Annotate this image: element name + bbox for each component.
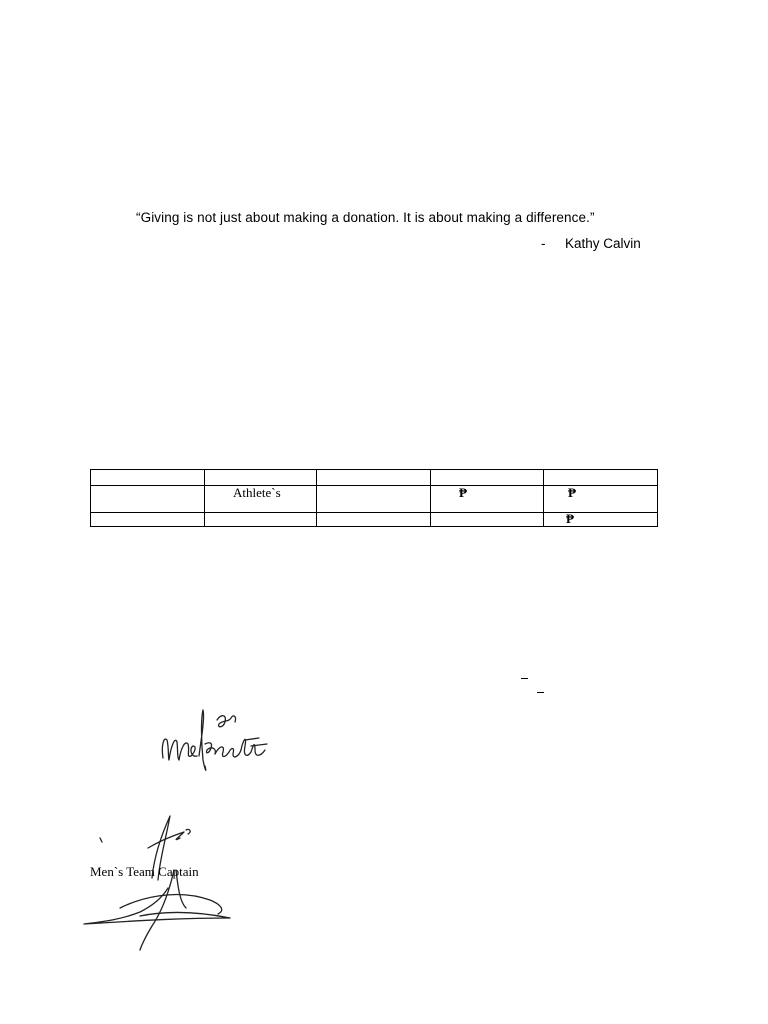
- blank-underline: [521, 678, 528, 679]
- table-cell: [317, 513, 431, 527]
- signature-image: [155, 700, 275, 780]
- signature-caption: Men`s Team Captain: [90, 864, 199, 879]
- table-cell: [91, 470, 205, 486]
- table-cell: [544, 470, 658, 486]
- peso-sign: ₱: [566, 511, 574, 526]
- donation-table: [90, 469, 658, 527]
- peso-sign: ₱: [459, 485, 467, 500]
- table-cell: [431, 470, 544, 486]
- table-cell: [431, 486, 544, 513]
- table-cell: [91, 486, 205, 513]
- quote-attribution: [541, 236, 641, 251]
- table-row: [91, 513, 658, 527]
- athletes-label: Athlete`s: [233, 485, 281, 500]
- attribution-dash: -: [541, 236, 546, 251]
- table-cell: [431, 513, 544, 527]
- blank-underline: [537, 692, 544, 693]
- table-cell: [205, 470, 317, 486]
- quote-text: “Giving is not just about making a donation. It is about making a difference.”: [136, 210, 595, 225]
- table-cell: [544, 513, 658, 527]
- signature-image: [80, 808, 240, 953]
- peso-sign: ₱: [568, 485, 576, 500]
- table-cell: [317, 486, 431, 513]
- table-row: [91, 486, 658, 513]
- table-cell: [205, 513, 317, 527]
- table-cell: [544, 486, 658, 513]
- table-cell: [317, 470, 431, 486]
- table-cell: [91, 513, 205, 527]
- table-cell: [205, 486, 317, 513]
- attribution-name: Kathy Calvin: [565, 236, 641, 251]
- table-row: [91, 470, 658, 486]
